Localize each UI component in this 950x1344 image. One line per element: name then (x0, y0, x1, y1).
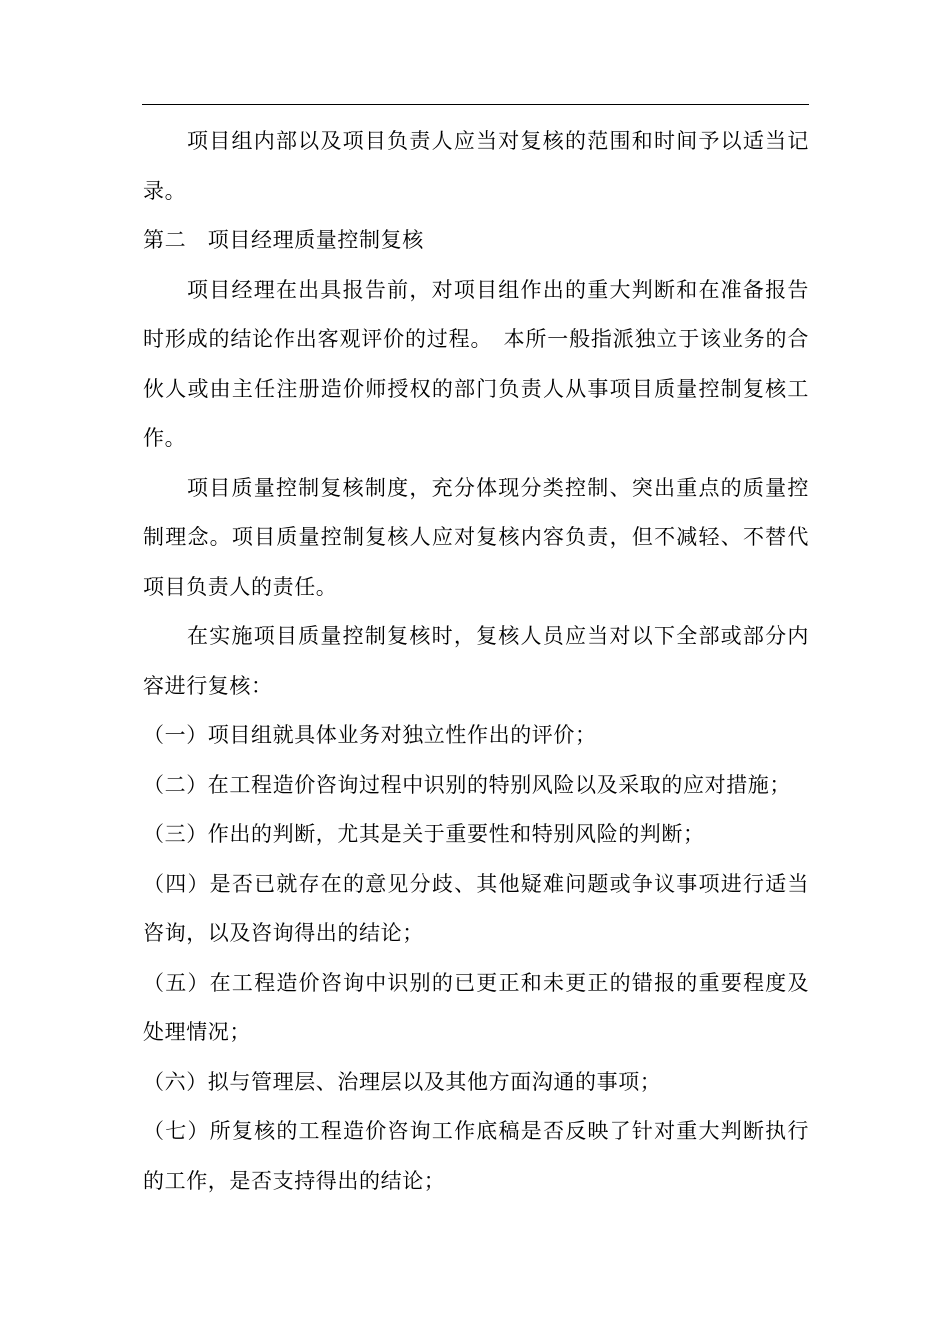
list-item-3: （三）作出的判断，尤其是关于重要性和特别风险的判断； (143, 822, 705, 846)
paragraph-manager-review-definition: 项目经理在出具报告前，对项目组作出的重大判断和在准备报告时形成的结论作出客观评价的过程。 本所一般指派独立于该业务的合伙人或由主任注册造价师授权的部门负责人从事项目质量控制复核工作。 (143, 277, 809, 450)
paragraph-review-system: 项目质量控制复核制度，充分体现分类控制、突出重点的质量控制理念。项目质量控制复核人应对复核内容负责，但不减轻、不替代项目负责人的责任。 (143, 475, 809, 599)
paragraph-review-scope-intro: 在实施项目质量控制复核时，复核人员应当对以下全部或部分内容进行复核： (143, 624, 809, 698)
list-item-2: （二）在工程造价咨询过程中识别的特别风险以及采取的应对措施； (143, 772, 791, 797)
list-item-5: （五）在工程造价咨询中识别的已更正和未更正的错报的重要程度及处理情况； (143, 970, 809, 1044)
section-heading-manager-review: 第二 项目经理质量控制复核 (143, 228, 424, 252)
paragraph-review-record: 项目组内部以及项目负责人应当对复核的范围和时间予以适当记录。 (143, 129, 809, 203)
list-item-6: （六）拟与管理层、治理层以及其他方面沟通的事项； (143, 1069, 662, 1094)
list-item-1: （一）项目组就具体业务对独立性作出的评价； (143, 723, 597, 747)
header-rule (142, 104, 809, 105)
list-item-7: （七）所复核的工程造价咨询工作底稿是否反映了针对重大判断执行的工作，是否支持得出的结论； (143, 1119, 809, 1193)
list-item-4: （四）是否已就存在的意见分歧、其他疑难问题或争议事项进行适当咨询，以及咨询得出的结论； (143, 871, 809, 945)
document-body (143, 117, 809, 1206)
